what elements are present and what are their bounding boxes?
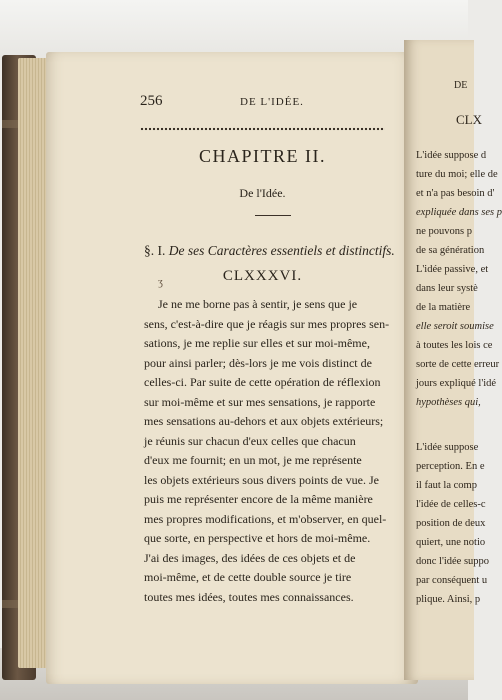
facing-header: DE bbox=[454, 80, 468, 91]
text-line: pour ainsi parler; dès-lors je me vois distinct de bbox=[144, 355, 372, 370]
text-line: moi-même, et de cette double source je tire bbox=[144, 570, 352, 584]
facing-line: il faut la comp bbox=[416, 480, 477, 491]
text-line: sations, je me replie sur elles et sur moi-même, bbox=[144, 336, 370, 350]
text-line: J'ai des images, des idées de ces objets et de bbox=[144, 550, 356, 565]
facing-line: elle seroit soumise bbox=[416, 321, 494, 332]
ornament-rule bbox=[255, 215, 291, 216]
facing-line: L'idée suppose bbox=[416, 442, 479, 453]
body-paragraph bbox=[144, 295, 394, 607]
margin-mark: ʒ bbox=[158, 276, 163, 288]
facing-line: L'idée suppose d bbox=[416, 150, 487, 161]
facing-line: et n'a pas besoin d' bbox=[416, 188, 495, 199]
article-number: CLXXXVI. bbox=[222, 268, 303, 284]
text-line: d'eux me fournit; en un mot, je me représente bbox=[144, 453, 362, 467]
facing-line: de sa génération bbox=[416, 245, 485, 256]
text-line: que sorte, en perspective et hors de moi-même. bbox=[144, 531, 371, 545]
section-heading bbox=[144, 243, 395, 259]
facing-line: hypothèses qui, bbox=[416, 397, 481, 408]
section-prefix: §. I. bbox=[144, 243, 166, 258]
facing-line: jours expliqué l'idé bbox=[416, 378, 497, 389]
text-line: sur moi-même et sur mes sensations, je rapporte bbox=[144, 394, 376, 409]
text-line: celles-ci. Par suite de cette opération de réflexion bbox=[144, 375, 381, 389]
chapter-subtitle: De l'Idée. bbox=[239, 186, 286, 200]
text-line: sens, c'est-à-dire que je réagis sur mes propres sen- bbox=[144, 316, 390, 331]
facing-line: donc l'idée suppo bbox=[416, 556, 490, 567]
facing-line: position de deux bbox=[416, 518, 486, 529]
facing-line: ne pouvons p bbox=[416, 226, 472, 237]
facing-line: plique. Ainsi, p bbox=[416, 594, 481, 605]
facing-line: perception. En e bbox=[416, 461, 485, 472]
dotted-rule bbox=[140, 126, 385, 132]
text-line: je réunis sur chacun d'eux celles que chacun bbox=[144, 433, 356, 448]
running-title: DE L'IDÉE. bbox=[240, 96, 304, 108]
facing-line: l'idée de celles-c bbox=[416, 499, 486, 510]
section-title: De ses Caractères essentiels et distinctifs. bbox=[168, 243, 395, 258]
facing-line: dans leur systè bbox=[416, 283, 478, 294]
text-line: les objets extérieurs sous divers points de vue. Je bbox=[144, 472, 379, 487]
text-line: puis me représenter encore de la même manière bbox=[144, 492, 373, 506]
chapter-heading: CHAPITRE II. bbox=[199, 146, 326, 166]
text-line: mes propres modifications, et m'observer, en quel- bbox=[144, 511, 387, 526]
page-number: 256 bbox=[140, 93, 163, 109]
facing-line: L'idée passive, et bbox=[416, 264, 489, 275]
text-line: mes sensations au-dehors et aux objets extérieurs; bbox=[144, 414, 384, 428]
facing-line: ture du moi; elle de bbox=[416, 169, 498, 180]
background-wall bbox=[0, 0, 468, 60]
facing-article: CLX bbox=[456, 112, 482, 127]
facing-line: de la matière bbox=[416, 302, 471, 313]
facing-line: par conséquent u bbox=[416, 575, 488, 586]
facing-line: quiert, une notio bbox=[416, 537, 486, 548]
facing-line: à toutes les lois ce bbox=[416, 340, 493, 351]
text-line: Je ne me borne pas à sentir, je sens que je bbox=[158, 297, 358, 311]
right-page bbox=[404, 40, 502, 680]
facing-line: expliquée dans ses p bbox=[416, 207, 502, 218]
text-line: toutes mes idées, toutes mes connaissances. bbox=[144, 589, 354, 604]
facing-line: sorte de cette erreur bbox=[416, 359, 500, 370]
